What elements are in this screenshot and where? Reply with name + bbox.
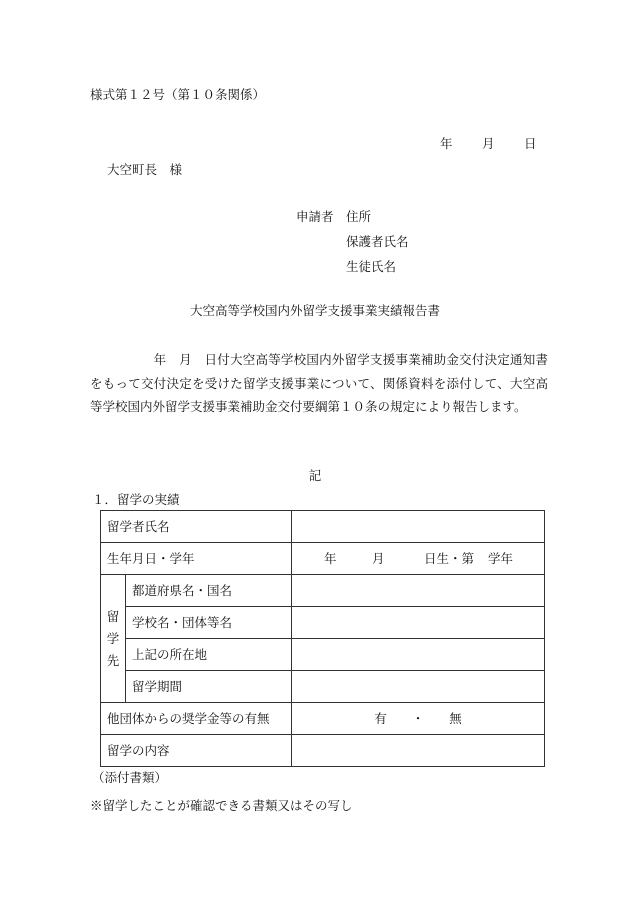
row-label-student-name: 留学者氏名: [101, 511, 292, 543]
birth-grade: 学年: [488, 550, 514, 566]
table-row: [101, 607, 545, 639]
body-paragraph: 年 月 日付大空高等学校国内外留学支援事業補助金交付決定通知書をもって交付決定を受けた留学支援事業について、関係資料を添付して、大空高等学校国内外留学支援事業補助金交付要綱第１０条の規定により報告します。: [90, 352, 548, 414]
prefecture-cell: [292, 575, 545, 607]
result-table: [100, 510, 545, 767]
birth-month: 月: [372, 550, 385, 566]
destination-char: 学: [106, 630, 120, 646]
row-label-school: 学校名・団体等名: [126, 607, 292, 639]
table-row: [101, 543, 545, 575]
row-label-content: 留学の内容: [101, 735, 292, 767]
school-cell: [292, 607, 545, 639]
destination-char: 留: [106, 608, 120, 624]
table-row: [101, 575, 545, 607]
applicant-address-label: 住所: [346, 209, 372, 224]
table-row: [101, 671, 545, 703]
row-label-period: 留学期間: [126, 671, 292, 703]
table-row: [101, 735, 545, 767]
attachments-label: （添付書類）: [92, 770, 168, 785]
date-day: 日: [524, 136, 537, 151]
form-number: 様式第１２号（第１０条関係）: [90, 87, 266, 102]
destination-header: [101, 575, 126, 703]
scholarship-value-cell: 有 ・ 無: [292, 703, 545, 735]
attachments-note: ※留学したことが確認できる書類又はその写し: [90, 798, 353, 813]
table-row: [101, 511, 545, 543]
row-label-prefecture: 都道府県名・国名: [126, 575, 292, 607]
submission-date: [440, 136, 537, 152]
birth-value-cell: [292, 543, 545, 575]
birth-day-grade: 日生・第: [424, 550, 475, 566]
student-name-label: 生徒氏名: [346, 259, 397, 274]
document-title: 大空高等学校国内外留学支援事業実績報告書: [189, 303, 440, 318]
table-row: [101, 703, 545, 735]
student-name-cell: [292, 511, 545, 543]
destination-char: 先: [106, 652, 120, 668]
table-row: [101, 639, 545, 671]
ki-marker: 記: [308, 468, 322, 483]
date-month: 月: [482, 136, 495, 151]
guardian-name-label: 保護者氏名: [346, 234, 409, 249]
row-label-scholarship: 他団体からの奨学金等の有無: [101, 703, 292, 735]
period-cell: [292, 671, 545, 703]
location-cell: [292, 639, 545, 671]
birth-year: 年: [324, 550, 337, 566]
applicant-label: 申請者: [296, 209, 334, 224]
section-heading: １．留学の実績: [92, 492, 180, 507]
row-label-birth: 生年月日・学年: [101, 543, 292, 575]
row-label-location: 上記の所在地: [126, 639, 292, 671]
addressee: 大空町長 様: [107, 162, 183, 177]
content-cell: [292, 735, 545, 767]
date-year: 年: [440, 136, 453, 151]
